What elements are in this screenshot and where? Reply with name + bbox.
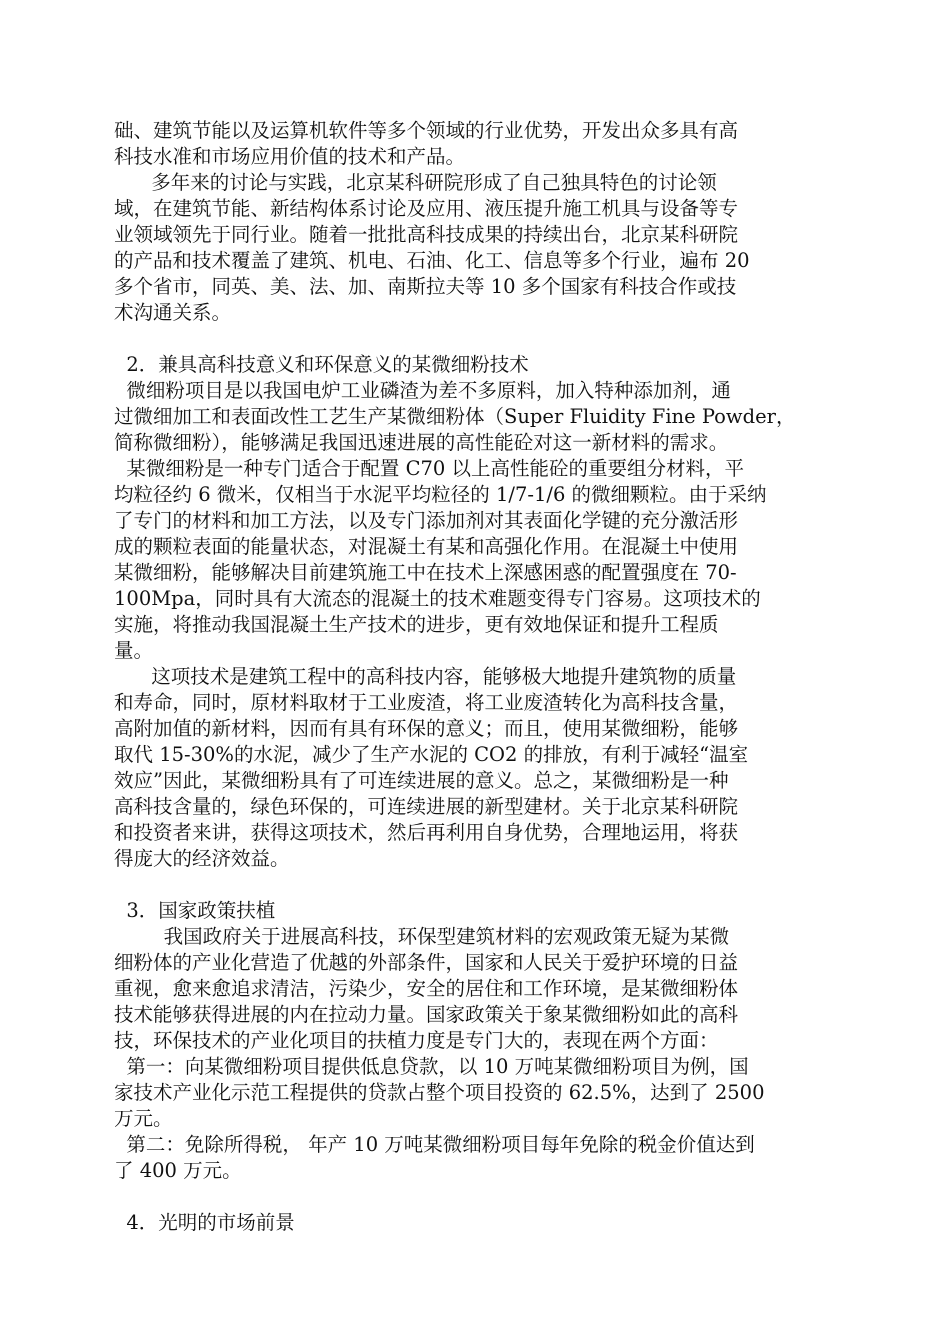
- text-line: 万元。: [114, 1107, 173, 1130]
- text-line: 技，环保技术的产业化项目的扶植力度是专门大的，表现在两个方面：: [114, 1029, 719, 1052]
- text-line: 某微细粉是一种专门适合于配置 C70 以上高性能砼的重要组分材料，平: [114, 457, 745, 480]
- text-line: 家技术产业化示范工程提供的贷款占整个项目投资的 62.5%，达到了 2500: [114, 1081, 765, 1104]
- document-body: [114, 118, 838, 1236]
- text-line: 术沟通关系。: [114, 301, 232, 324]
- text-line: 第二：免除所得税， 年产 10 万吨某微细粉项目每年免除的税金价值达到: [114, 1133, 755, 1156]
- section-heading: 2．兼具高科技意义和环保意义的某微细粉技术: [114, 353, 529, 376]
- text-line: 多个省市，同英、美、法、加、南斯拉夫等 10 多个国家有科技合作或技: [114, 275, 737, 298]
- text-line: 技术能够获得进展的内在拉动力量。国家政策关于象某微细粉如此的高科: [114, 1003, 739, 1026]
- text-line: 取代 15-30%的水泥，减少了生产水泥的 CO2 的排放，有利于减轻“温室: [114, 743, 749, 766]
- text-line: 业领域领先于同行业。随着一批批高科技成果的持续出台，北京某科研院: [114, 223, 739, 246]
- text-line: 过微细加工和表面改性工艺生产某微细粉体（Super Fluidity Fine Powder，: [114, 405, 796, 428]
- text-line: 得庞大的经济效益。: [114, 847, 290, 870]
- text-line: 100Mpa，同时具有大流态的混凝土的技术难题变得专门容易。这项技术的: [114, 587, 761, 610]
- text-line: 这项技术是建筑工程中的高科技内容，能够极大地提升建筑物的质量: [114, 665, 737, 688]
- text-line: 和寿命，同时，原材料取材于工业废渣，将工业废渣转化为高科技含量，: [114, 691, 739, 714]
- text-line: 某微细粉，能够解决目前建筑施工中在技术上深感困惑的配置强度在 70-: [114, 561, 737, 584]
- text-line: 和投资者来讲，获得这项技术，然后再利用自身优势，合理地运用，将获: [114, 821, 739, 844]
- text-line: 我国政府关于进展高科技，环保型建筑材料的宏观政策无疑为某微: [114, 925, 730, 948]
- text-line: 第一：向某微细粉项目提供低息贷款，以 10 万吨某微细粉项目为例，国: [114, 1055, 749, 1078]
- text-line: 了专门的材料和加工方法，以及专门添加剂对其表面化学键的充分激活形: [114, 509, 739, 532]
- section-heading: 4．光明的市场前景: [114, 1211, 295, 1234]
- text-line: 量。: [114, 639, 154, 662]
- text-line: 微细粉项目是以我国电炉工业磷渣为差不多原料，加入特种添加剂，通: [114, 379, 731, 402]
- text-line: 高附加值的新材料，因而有具有环保的意义；而且，使用某微细粉，能够: [114, 717, 739, 740]
- text-line: 了 400 万元。: [114, 1159, 242, 1182]
- text-line: 重视，愈来愈追求清洁，污染少，安全的居住和工作环境，是某微细粉体: [114, 977, 739, 1000]
- text-line: 实施，将推动我国混凝土生产技术的进步，更有效地保证和提升工程质: [114, 613, 719, 636]
- text-line: 效应”因此，某微细粉具有了可连续进展的意义。总之，某微细粉是一种: [114, 769, 729, 792]
- section-heading: 3．国家政策扶植: [114, 899, 276, 922]
- text-line: 细粉体的产业化营造了优越的外部条件，国家和人民关于爱护环境的日益: [114, 951, 739, 974]
- text-line: 简称微细粉），能够满足我国迅速进展的高性能砼对这一新材料的需求。: [114, 431, 729, 454]
- text-line: 高科技含量的，绿色环保的，可连续进展的新型建材。关于北京某科研院: [114, 795, 739, 818]
- text-line: 础、建筑节能以及运算机软件等多个领域的行业优势，开发出众多具有高: [114, 119, 739, 142]
- text-line: 多年来的讨论与实践，北京某科研院形成了自己独具特色的讨论领: [114, 171, 717, 194]
- text-line: 域，在建筑节能、新结构体系讨论及应用、液压提升施工机具与设备等专: [114, 197, 739, 220]
- paragraph-gap: [114, 872, 838, 898]
- text-line: 的产品和技术覆盖了建筑、机电、石油、化工、信息等多个行业，遍布 20: [114, 249, 750, 272]
- paragraph-gap: [114, 326, 838, 352]
- paragraph-gap: [114, 1184, 838, 1210]
- document-page: [114, 118, 838, 1236]
- text-line: 均粒径约 6 微米，仅相当于水泥平均粒径的 1/7-1/6 的微细颗粒。由于采纳: [114, 483, 767, 506]
- text-line: 成的颗粒表面的能量状态，对混凝土有某和高强化作用。在混凝土中使用: [114, 535, 739, 558]
- text-line: 科技水准和市场应用价值的技术和产品。: [114, 145, 466, 168]
